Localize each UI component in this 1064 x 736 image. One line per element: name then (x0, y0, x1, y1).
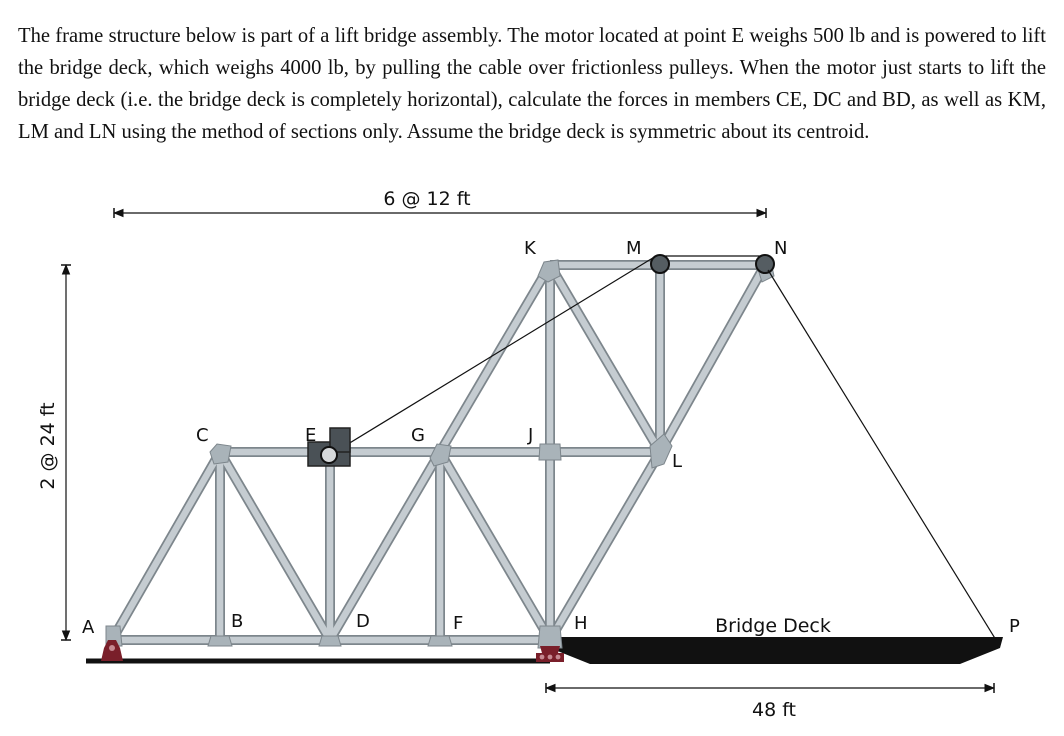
label-vertical-dim: 2 @ 24 ft (37, 402, 59, 490)
label-bridge-deck: Bridge Deck (715, 615, 831, 637)
node-label-K: K (524, 238, 536, 259)
joint-D (319, 636, 341, 646)
label-deck-length: 48 ft (751, 699, 797, 721)
problem-statement: The frame structure below is part of a lift bridge assembly. The motor located at point E weighs 500 lb and is powered to lift the bridge deck, which weighs 4000 lb, by pulling the cable over frictionless pulleys. When the motor just starts to lift the bridge deck (i.e. the bridge deck is completely horizontal), calculate the forces in members CE, DC and BD, as well as KM, LM and LN using the method of sections only. Assume the bridge deck is symmetric about its centroid. (18, 25, 1046, 143)
node-label-D: D (356, 611, 370, 632)
node-label-P: P (1009, 616, 1020, 637)
joint-B (208, 636, 232, 646)
node-label-L: L (672, 451, 683, 472)
bridge-deck (555, 637, 1003, 664)
node-label-J: J (528, 425, 534, 446)
node-label-F: F (453, 613, 464, 634)
node-label-C: C (196, 425, 209, 446)
joint-J (539, 444, 561, 460)
joint-F (428, 636, 452, 646)
node-label-E: E (305, 425, 317, 446)
joint-H (538, 626, 562, 648)
node-label-A: A (82, 617, 95, 638)
node-label-N: N (774, 238, 788, 259)
node-label-M: M (626, 238, 642, 259)
label-horizontal-dim: 6 @ 12 ft (383, 188, 471, 210)
node-label-G: G (411, 425, 425, 446)
pulley-N (756, 255, 774, 273)
node-label-H: H (574, 613, 588, 634)
node-label-B: B (231, 611, 244, 632)
joint-C (210, 444, 231, 464)
